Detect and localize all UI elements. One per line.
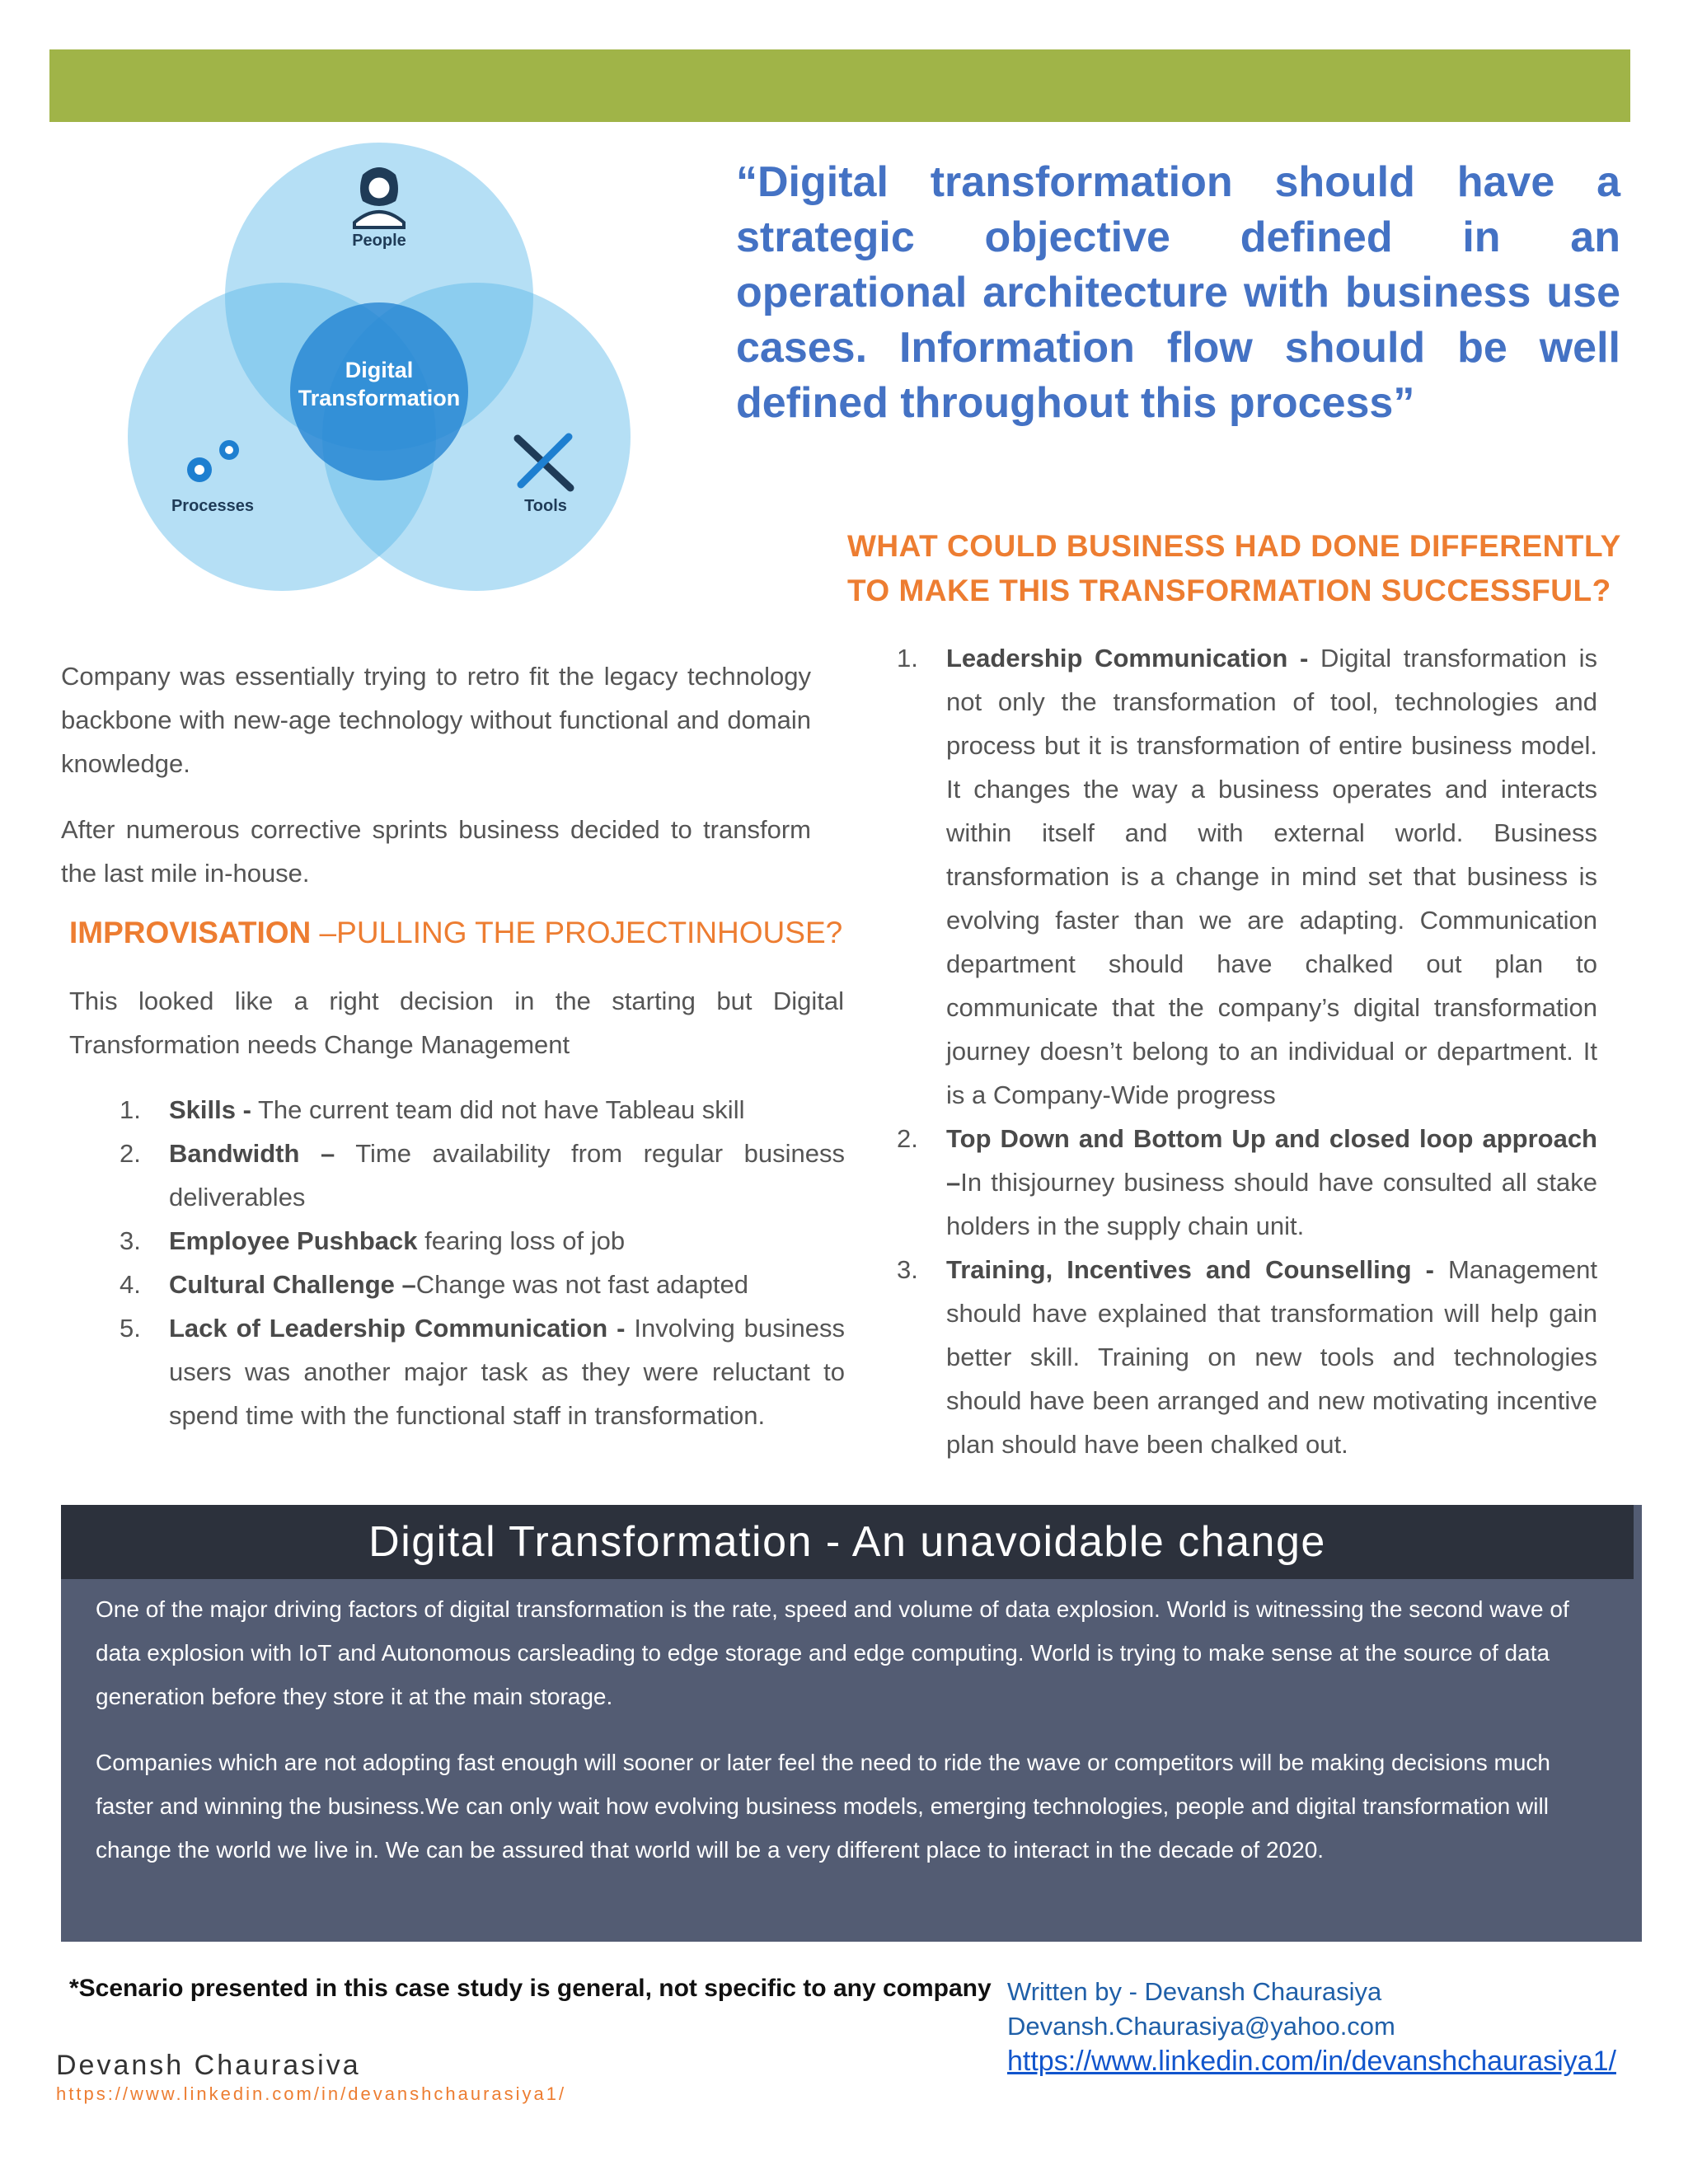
author-block [1007,1975,1616,2079]
list-number: 2. [897,1124,918,1153]
list-item-text: Change was not fast adapted [415,1270,749,1299]
list-item-text: In thisjourney business should have consulted all stake holders in the supply chain unit. [946,1168,1597,1240]
list-item [120,1088,845,1132]
list-number: 1. [120,1095,141,1124]
pull-quote: “Digital transformation should have a strategic objective defined in an operational architecture with business use cases. Information flow should be well defined throughout this process” [736,158,1620,427]
author-linkedin-link[interactable]: https://www.linkedin.com/in/devanshchaurasiya1/ [1007,2046,1616,2077]
disclaimer-note: *Scenario presented in this case study is general, not specific to any company [69,1975,992,2002]
list-item-title: Skills - [169,1095,251,1124]
list-number: 3. [120,1226,141,1255]
list-item [897,1248,1597,1466]
list-number: 2. [120,1139,141,1168]
challenges-list [120,1088,845,1437]
list-item [897,636,1597,1117]
venn-center-line2: Transformation [298,386,461,410]
list-item [120,1219,845,1263]
improvisation-intro: This looked like a right decision in the starting but Digital Transformation needs Change Management [69,987,844,1059]
list-item [120,1263,845,1306]
right-heading-line1: WHAT COULD BUSINESS HAD DONE DIFFERENTLY [847,529,1621,563]
improvisation-heading [69,908,852,958]
venn-label-processes: Processes [171,497,255,515]
list-item-title: Employee Pushback [169,1226,418,1255]
venn-center-line1: Digital [345,358,414,382]
list-number: 1. [897,644,918,673]
banner-title: Digital Transformation - An unavoidable change [61,1505,1634,1579]
intro-paragraph-2: After numerous corrective sprints business decided to transform the last mile in-house. [61,815,811,888]
list-item-text: Digital transformation is not only the transformation of tool, technologies and process but it is transformation of entire business model. It changes the way a business operates and interacts within itself and with external world. Business transformation is a change in mind set that business is evolving faster than we are adapting. Communication department should have chalked out plan to communicate that the company’s digital transformation journey doesn’t belong to an individual or department. It is a Company-Wide progress [946,644,1597,1109]
footer-linkedin-link[interactable]: https://www.linkedin.com/in/devanshchaurasiya1/ [56,2083,567,2104]
list-number: 3. [897,1255,918,1284]
author-email[interactable]: Devansh.Chaurasiya@yahoo.com [1007,2012,1395,2041]
list-item [120,1132,845,1219]
written-by: Written by - Devansh Chaurasiya [1007,1977,1382,2006]
improvisation-heading-rest: –PULLING THE PROJECTINHOUSE? [311,916,843,949]
list-item-text: Management should have explained that transformation will help gain better skill. Training on new tools and technologies should have been arranged and new motivating incentive plan should have been chalked out. [946,1255,1597,1459]
right-heading-line2: TO MAKE THIS TRANSFORMATION SUCCESSFUL? [847,574,1611,607]
venn-label-tools: Tools [524,497,567,515]
footer-author-name: Devansh Chaurasiva [56,2050,361,2081]
venn-label-people: People [352,232,406,250]
list-item [897,1117,1597,1248]
list-item [120,1306,845,1437]
list-item-text: fearing loss of job [417,1226,626,1255]
list-item-title: Cultural Challenge – [169,1270,416,1299]
list-number: 4. [120,1270,141,1299]
list-item-title: Training, Incentives and Counselling - [946,1255,1434,1284]
intro-paragraph-1: Company was essentially trying to retro fit the legacy technology backbone with new-age technology without functional and domain knowledge. [61,662,811,778]
list-item-title: Bandwidth – [169,1139,335,1168]
list-item-title: Lack of Leadership Communication - [169,1314,626,1343]
right-section-heading [847,524,1622,613]
banner-paragraph-1: One of the major driving factors of digital transformation is the rate, speed and volume of data explosion. World is witnessing the second wave of data explosion with IoT and Autonomous carsleading to edge storage and edge computing. World is trying to make sense at the source of data generation before they store it at the main storage. [96,1596,1569,1709]
improvisation-heading-bold: IMPROVISATION [69,916,312,949]
list-number: 5. [120,1314,141,1343]
list-item-text: The current team did not have Tableau skill [251,1095,745,1124]
list-item-title: Leadership Communication - [946,644,1309,673]
list-item-text: Time availability from regular business deliverables [169,1139,845,1212]
recommendations-list [897,636,1597,1466]
list-item-title: Top Down and Bottom Up and closed loop approach – [946,1124,1597,1197]
venn-diagram [124,140,635,618]
list-item-text: Involving business users was another major task as they were reluctant to spend time with the functional staff in transformation. [169,1314,845,1430]
top-color-band [49,49,1630,122]
banner-paragraph-2: Companies which are not adopting fast enough will sooner or later feel the need to ride the wave or competitors will be making decisions much faster and winning the business.We can only wait how evolving business models, emerging technologies, people and digital transformation will change the world we live in. We can be assured that world will be a very different place to interact in the decade of 2020. [96,1750,1550,1863]
